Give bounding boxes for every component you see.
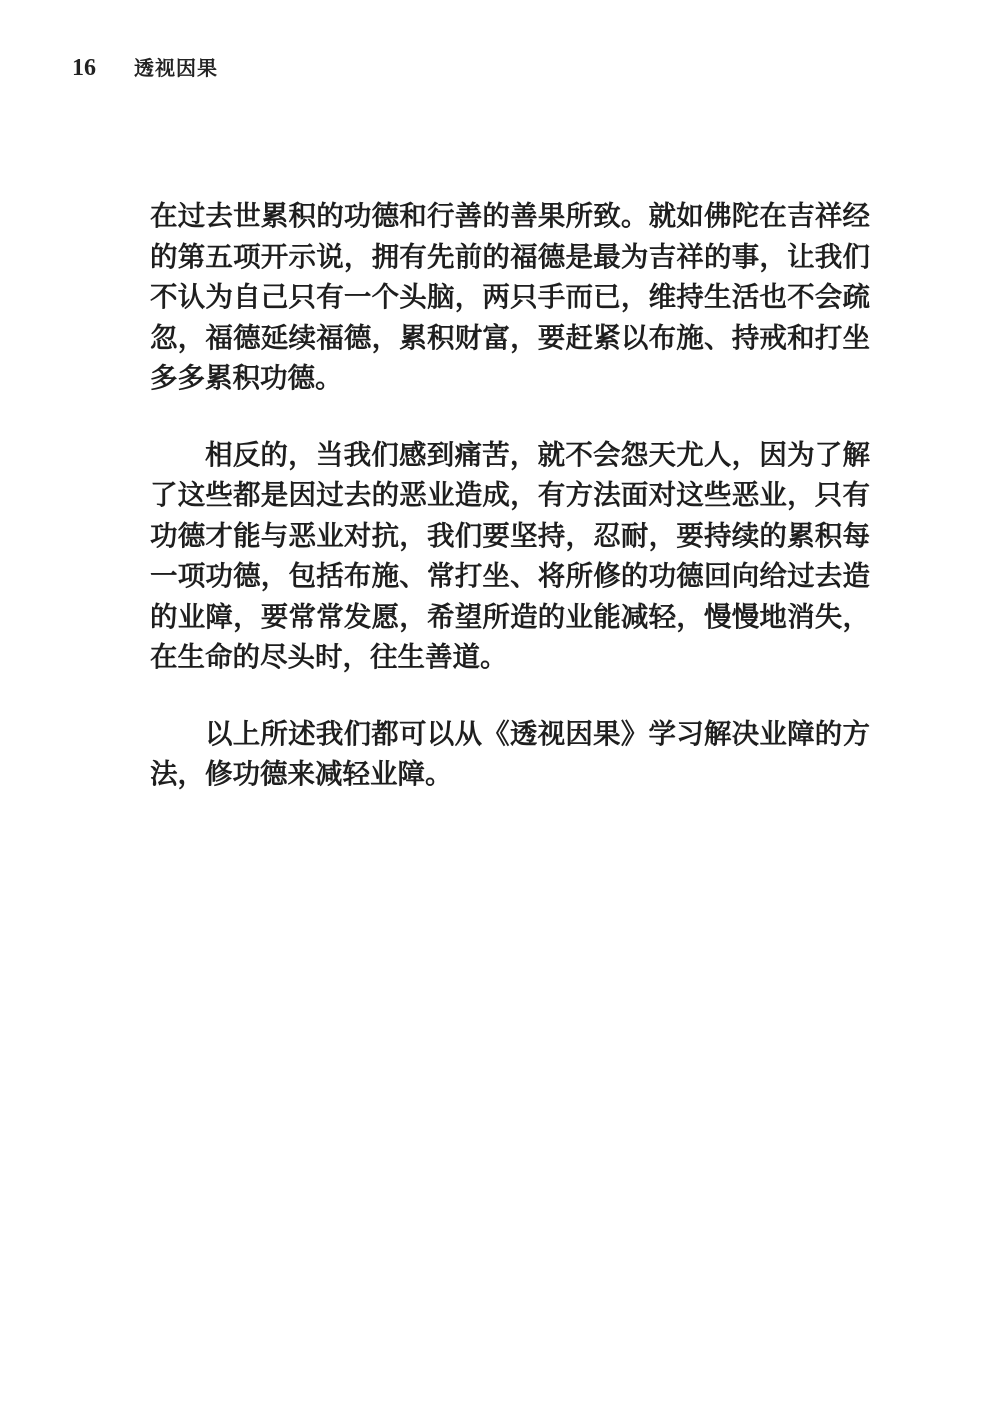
page-number: 16 bbox=[72, 55, 96, 81]
paragraph-1: 在过去世累积的功德和行善的善果所致。就如佛陀在吉祥经的第五项开示说，拥有先前的福德是最为吉祥的事，让我们不认为自己只有一个头脑，两只手而已，维持生活也不会疏忽，福德延续福德，累积财富，要赶紧以布施、持戒和打坐多多累积功德。 bbox=[150, 200, 870, 394]
paragraph-2: 相反的，当我们感到痛苦，就不会怨天尤人，因为了解了这些都是因过去的恶业造成，有方法面对这些恶业，只有功德才能与恶业对抗，我们要坚持，忍耐，要持续的累积每一项功德，包括布施、常打坐、将所修的功德回向给过去造的业障，要常常发愿，希望所造的业能减轻，慢慢地消失，在生命的尽头时，往生善道。 bbox=[150, 438, 870, 673]
body-text bbox=[150, 196, 870, 831]
running-title: 透视因果 bbox=[134, 56, 218, 80]
page-header bbox=[72, 52, 218, 82]
paragraph-3: 以上所述我们都可以从《透视因果》学习解决业障的方法，修功德来减轻业障。 bbox=[150, 717, 870, 790]
